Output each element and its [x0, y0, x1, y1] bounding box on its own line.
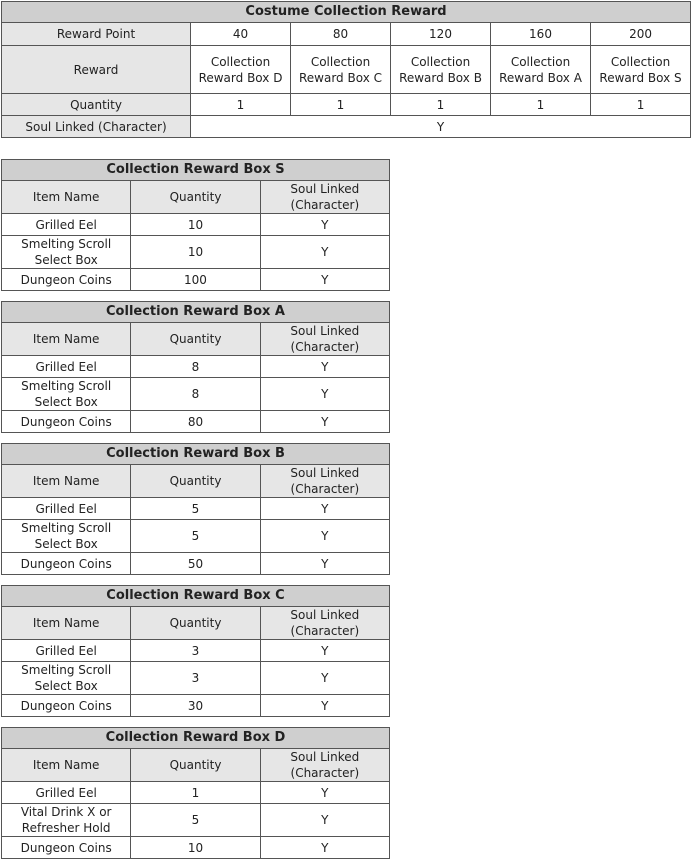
item-name: Dungeon Coins: [2, 695, 131, 717]
item-quantity: 5: [131, 498, 260, 520]
table-row: [2, 378, 390, 411]
item-name: Dungeon Coins: [2, 269, 131, 291]
item-soul: Y: [260, 236, 389, 269]
quantity-cell: 1: [391, 94, 491, 116]
table-row: [2, 837, 390, 859]
item-soul: Y: [260, 269, 389, 291]
item-name-header: Item Name: [2, 749, 131, 782]
soul-linked-header: Soul Linked (Character): [260, 323, 389, 356]
quantity-cell: 1: [191, 94, 291, 116]
soul-linked-header: Soul Linked (Character): [260, 607, 389, 640]
item-name-header: Item Name: [2, 323, 131, 356]
item-soul: Y: [260, 411, 389, 433]
soul-linked-value: Y: [191, 116, 691, 138]
item-soul: Y: [260, 498, 389, 520]
item-name: Dungeon Coins: [2, 837, 131, 859]
item-name: Grilled Eel: [2, 640, 131, 662]
item-quantity: 10: [131, 837, 260, 859]
table-row: [2, 498, 390, 520]
reward-point-cell: 200: [591, 23, 691, 46]
reward-point-cell: 160: [491, 23, 591, 46]
box-title: Collection Reward Box A: [2, 302, 390, 323]
item-quantity: 5: [131, 520, 260, 553]
item-soul: Y: [260, 378, 389, 411]
box-title: Collection Reward Box C: [2, 586, 390, 607]
table-row: [2, 236, 390, 269]
item-quantity: 30: [131, 695, 260, 717]
box-title: Collection Reward Box D: [2, 728, 390, 749]
item-soul: Y: [260, 662, 389, 695]
box-title: Collection Reward Box B: [2, 444, 390, 465]
item-soul: Y: [260, 804, 389, 837]
box-title: Collection Reward Box S: [2, 160, 390, 181]
box-table-s: [1, 159, 390, 291]
table-row: [2, 804, 390, 837]
quantity-cell: 1: [491, 94, 591, 116]
box-table-b: [1, 443, 390, 575]
reward-cell: Collection Reward Box C: [291, 46, 391, 94]
quantity-header: Quantity: [131, 749, 260, 782]
item-name: Smelting Scroll Select Box: [2, 520, 131, 553]
item-quantity: 1: [131, 782, 260, 804]
item-soul: Y: [260, 356, 389, 378]
quantity-cell: 1: [591, 94, 691, 116]
table-row: [2, 356, 390, 378]
reward-point-cell: 80: [291, 23, 391, 46]
item-soul: Y: [260, 782, 389, 804]
costume-collection-reward-table: [1, 1, 691, 138]
quantity-header: Quantity: [131, 607, 260, 640]
reward-label: Reward: [2, 46, 191, 94]
quantity-header: Quantity: [131, 323, 260, 356]
item-name: Grilled Eel: [2, 782, 131, 804]
item-name: Smelting Scroll Select Box: [2, 236, 131, 269]
item-quantity: 80: [131, 411, 260, 433]
item-quantity: 10: [131, 214, 260, 236]
item-quantity: 3: [131, 640, 260, 662]
reward-cell: Collection Reward Box S: [591, 46, 691, 94]
reward-cell: Collection Reward Box B: [391, 46, 491, 94]
item-soul: Y: [260, 553, 389, 575]
reward-point-cell: 40: [191, 23, 291, 46]
item-quantity: 5: [131, 804, 260, 837]
item-quantity: 8: [131, 356, 260, 378]
item-name: Dungeon Coins: [2, 411, 131, 433]
table-row: [2, 520, 390, 553]
box-table-a: [1, 301, 390, 433]
item-quantity: 8: [131, 378, 260, 411]
item-name: Grilled Eel: [2, 356, 131, 378]
item-name: Vital Drink X or Refresher Hold: [2, 804, 131, 837]
table-title: Costume Collection Reward: [2, 2, 691, 23]
item-quantity: 10: [131, 236, 260, 269]
box-table-d: [1, 727, 390, 859]
item-name: Smelting Scroll Select Box: [2, 662, 131, 695]
reward-point-label: Reward Point: [2, 23, 191, 46]
reward-point-cell: 120: [391, 23, 491, 46]
item-name: Dungeon Coins: [2, 553, 131, 575]
item-name: Smelting Scroll Select Box: [2, 378, 131, 411]
quantity-header: Quantity: [131, 181, 260, 214]
item-name-header: Item Name: [2, 465, 131, 498]
soul-linked-header: Soul Linked (Character): [260, 181, 389, 214]
item-name-header: Item Name: [2, 607, 131, 640]
reward-cell: Collection Reward Box A: [491, 46, 591, 94]
item-soul: Y: [260, 214, 389, 236]
table-row: [2, 640, 390, 662]
quantity-label: Quantity: [2, 94, 191, 116]
soul-linked-header: Soul Linked (Character): [260, 465, 389, 498]
table-row: [2, 411, 390, 433]
soul-linked-label: Soul Linked (Character): [2, 116, 191, 138]
item-name: Grilled Eel: [2, 214, 131, 236]
item-soul: Y: [260, 640, 389, 662]
item-name: Grilled Eel: [2, 498, 131, 520]
quantity-header: Quantity: [131, 465, 260, 498]
table-row: [2, 214, 390, 236]
table-row: [2, 662, 390, 695]
reward-cell: Collection Reward Box D: [191, 46, 291, 94]
soul-linked-header: Soul Linked (Character): [260, 749, 389, 782]
item-name-header: Item Name: [2, 181, 131, 214]
item-soul: Y: [260, 837, 389, 859]
item-quantity: 50: [131, 553, 260, 575]
item-quantity: 3: [131, 662, 260, 695]
table-row: [2, 782, 390, 804]
item-soul: Y: [260, 695, 389, 717]
table-row: [2, 695, 390, 717]
quantity-cell: 1: [291, 94, 391, 116]
box-table-c: [1, 585, 390, 717]
table-row: [2, 553, 390, 575]
table-row: [2, 269, 390, 291]
item-soul: Y: [260, 520, 389, 553]
item-quantity: 100: [131, 269, 260, 291]
